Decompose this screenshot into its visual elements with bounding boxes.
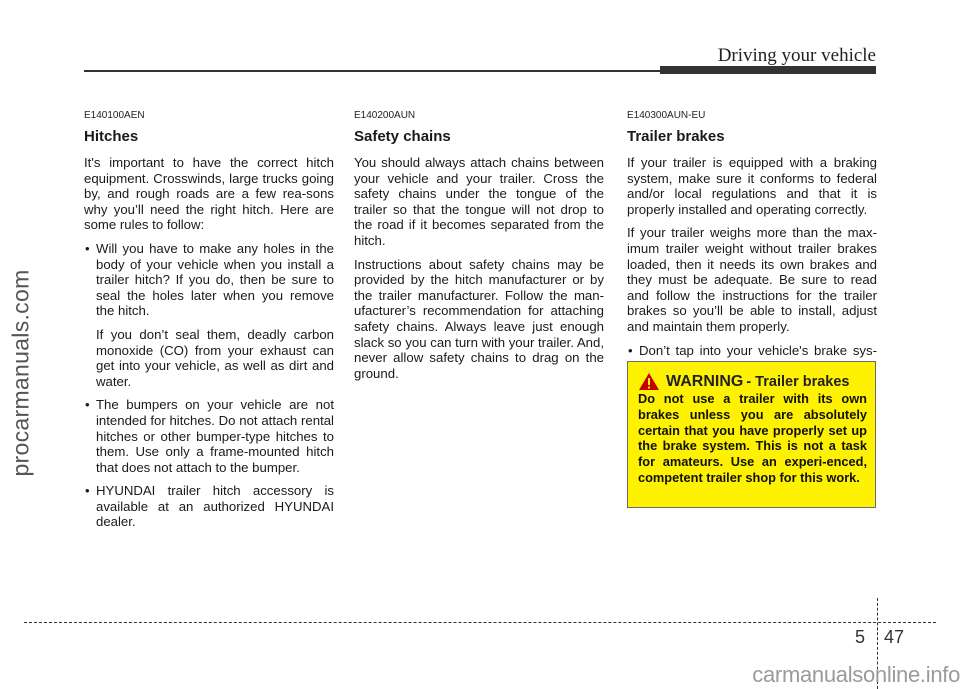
header-title: Driving your vehicle: [717, 45, 876, 66]
header-rule: [84, 70, 660, 72]
paragraph: You should always attach chains between your vehicle and your trailer. Cross the safety chains under the tongue of the trailer so that the tongue will not drop to the road if it becomes separated from the hitch.: [354, 155, 604, 248]
warning-subtitle: - Trailer brakes: [746, 373, 850, 390]
section-heading: Safety chains: [354, 128, 451, 145]
hitches-intro: It's important to have the correct hitch equipment. Crosswinds, large trucks going by, and rough roads are a few rea-sons why you’ll need the right hitch. Here are some rules to follow:: [84, 155, 334, 233]
warning-triangle-icon: [638, 372, 660, 391]
header-rule-thick: [660, 66, 876, 74]
list-item: [84, 483, 334, 530]
section-code: E140200AUN: [354, 110, 416, 121]
side-watermark-text: procarmanuals.com: [7, 269, 34, 477]
section-code: E140100AEN: [84, 110, 145, 121]
paragraph: If your trailer is equipped with a braking system, make sure it conforms to federal and/or local regulations and that it is properly installed and operating correctly.: [627, 155, 877, 217]
section-heading: Trailer brakes: [627, 128, 725, 145]
paragraph: Instructions about safety chains may be provided by the hitch manufacturer or by the trailer manufacturer. Follow the man-ufacturer’s recommendation for attaching safety chains. Always leave just enough slack so you can turn with your trailer. And, never allow safety chains to drag on the ground.: [354, 256, 604, 381]
page-number: 47: [884, 627, 905, 647]
list-item: [84, 397, 334, 475]
warning-label: WARNING: [666, 372, 744, 390]
warning-box: [627, 361, 876, 508]
footer-divider: [24, 622, 936, 623]
hitches-section: [84, 110, 334, 538]
footer-watermark: carmanualsonline.info: [752, 662, 960, 687]
page-section-number: 5: [855, 627, 866, 647]
list-item-text: The bumpers on your vehicle are not intended for hitches. Do not attach rental hitches or other bumper-type hitches to them. Use only a frame-mounted hitch that does not attach to the bumper.: [96, 397, 334, 475]
warning-text: Do not use a trailer with its own brakes unless you are absolutely certain that you have properly set up the brake system. This is not a task for amateurs. Use an experi-enced, competent trailer shop for this work.: [638, 391, 867, 485]
list-item-text: Don’t tap into your vehicle's brake sys-: [639, 342, 877, 358]
trailer-brakes-section: [627, 110, 877, 382]
list-item-text: Will you have to make any holes in the body of your vehicle when you install a trailer hitch? If you do, then be sure to seal the holes later when you remove the hitch.: [96, 240, 334, 319]
section-heading: Hitches: [84, 128, 139, 145]
safety-chains-section: [354, 110, 604, 389]
paragraph: If your trailer weighs more than the max-imum trailer weight without trailer brakes loaded, then it needs its own brakes and they must be adequate. Be sure to read and follow the instructions for the trailer brakes so you’ll be able to install, adjust and maintain them properly.: [627, 225, 877, 334]
side-watermark: [0, 238, 42, 508]
warning-title: [638, 372, 850, 391]
list-item: [84, 241, 334, 389]
section-code: E140300AUN-EU: [627, 110, 706, 121]
hitches-list: [84, 241, 334, 530]
list-item-subtext: If you don’t seal them, deadly carbon monoxide (CO) from your exhaust can get into your vehicle, as well as dirt and water.: [96, 326, 334, 389]
list-item-text: HYUNDAI trailer hitch accessory is available at an authorized HYUNDAI dealer.: [96, 483, 334, 530]
